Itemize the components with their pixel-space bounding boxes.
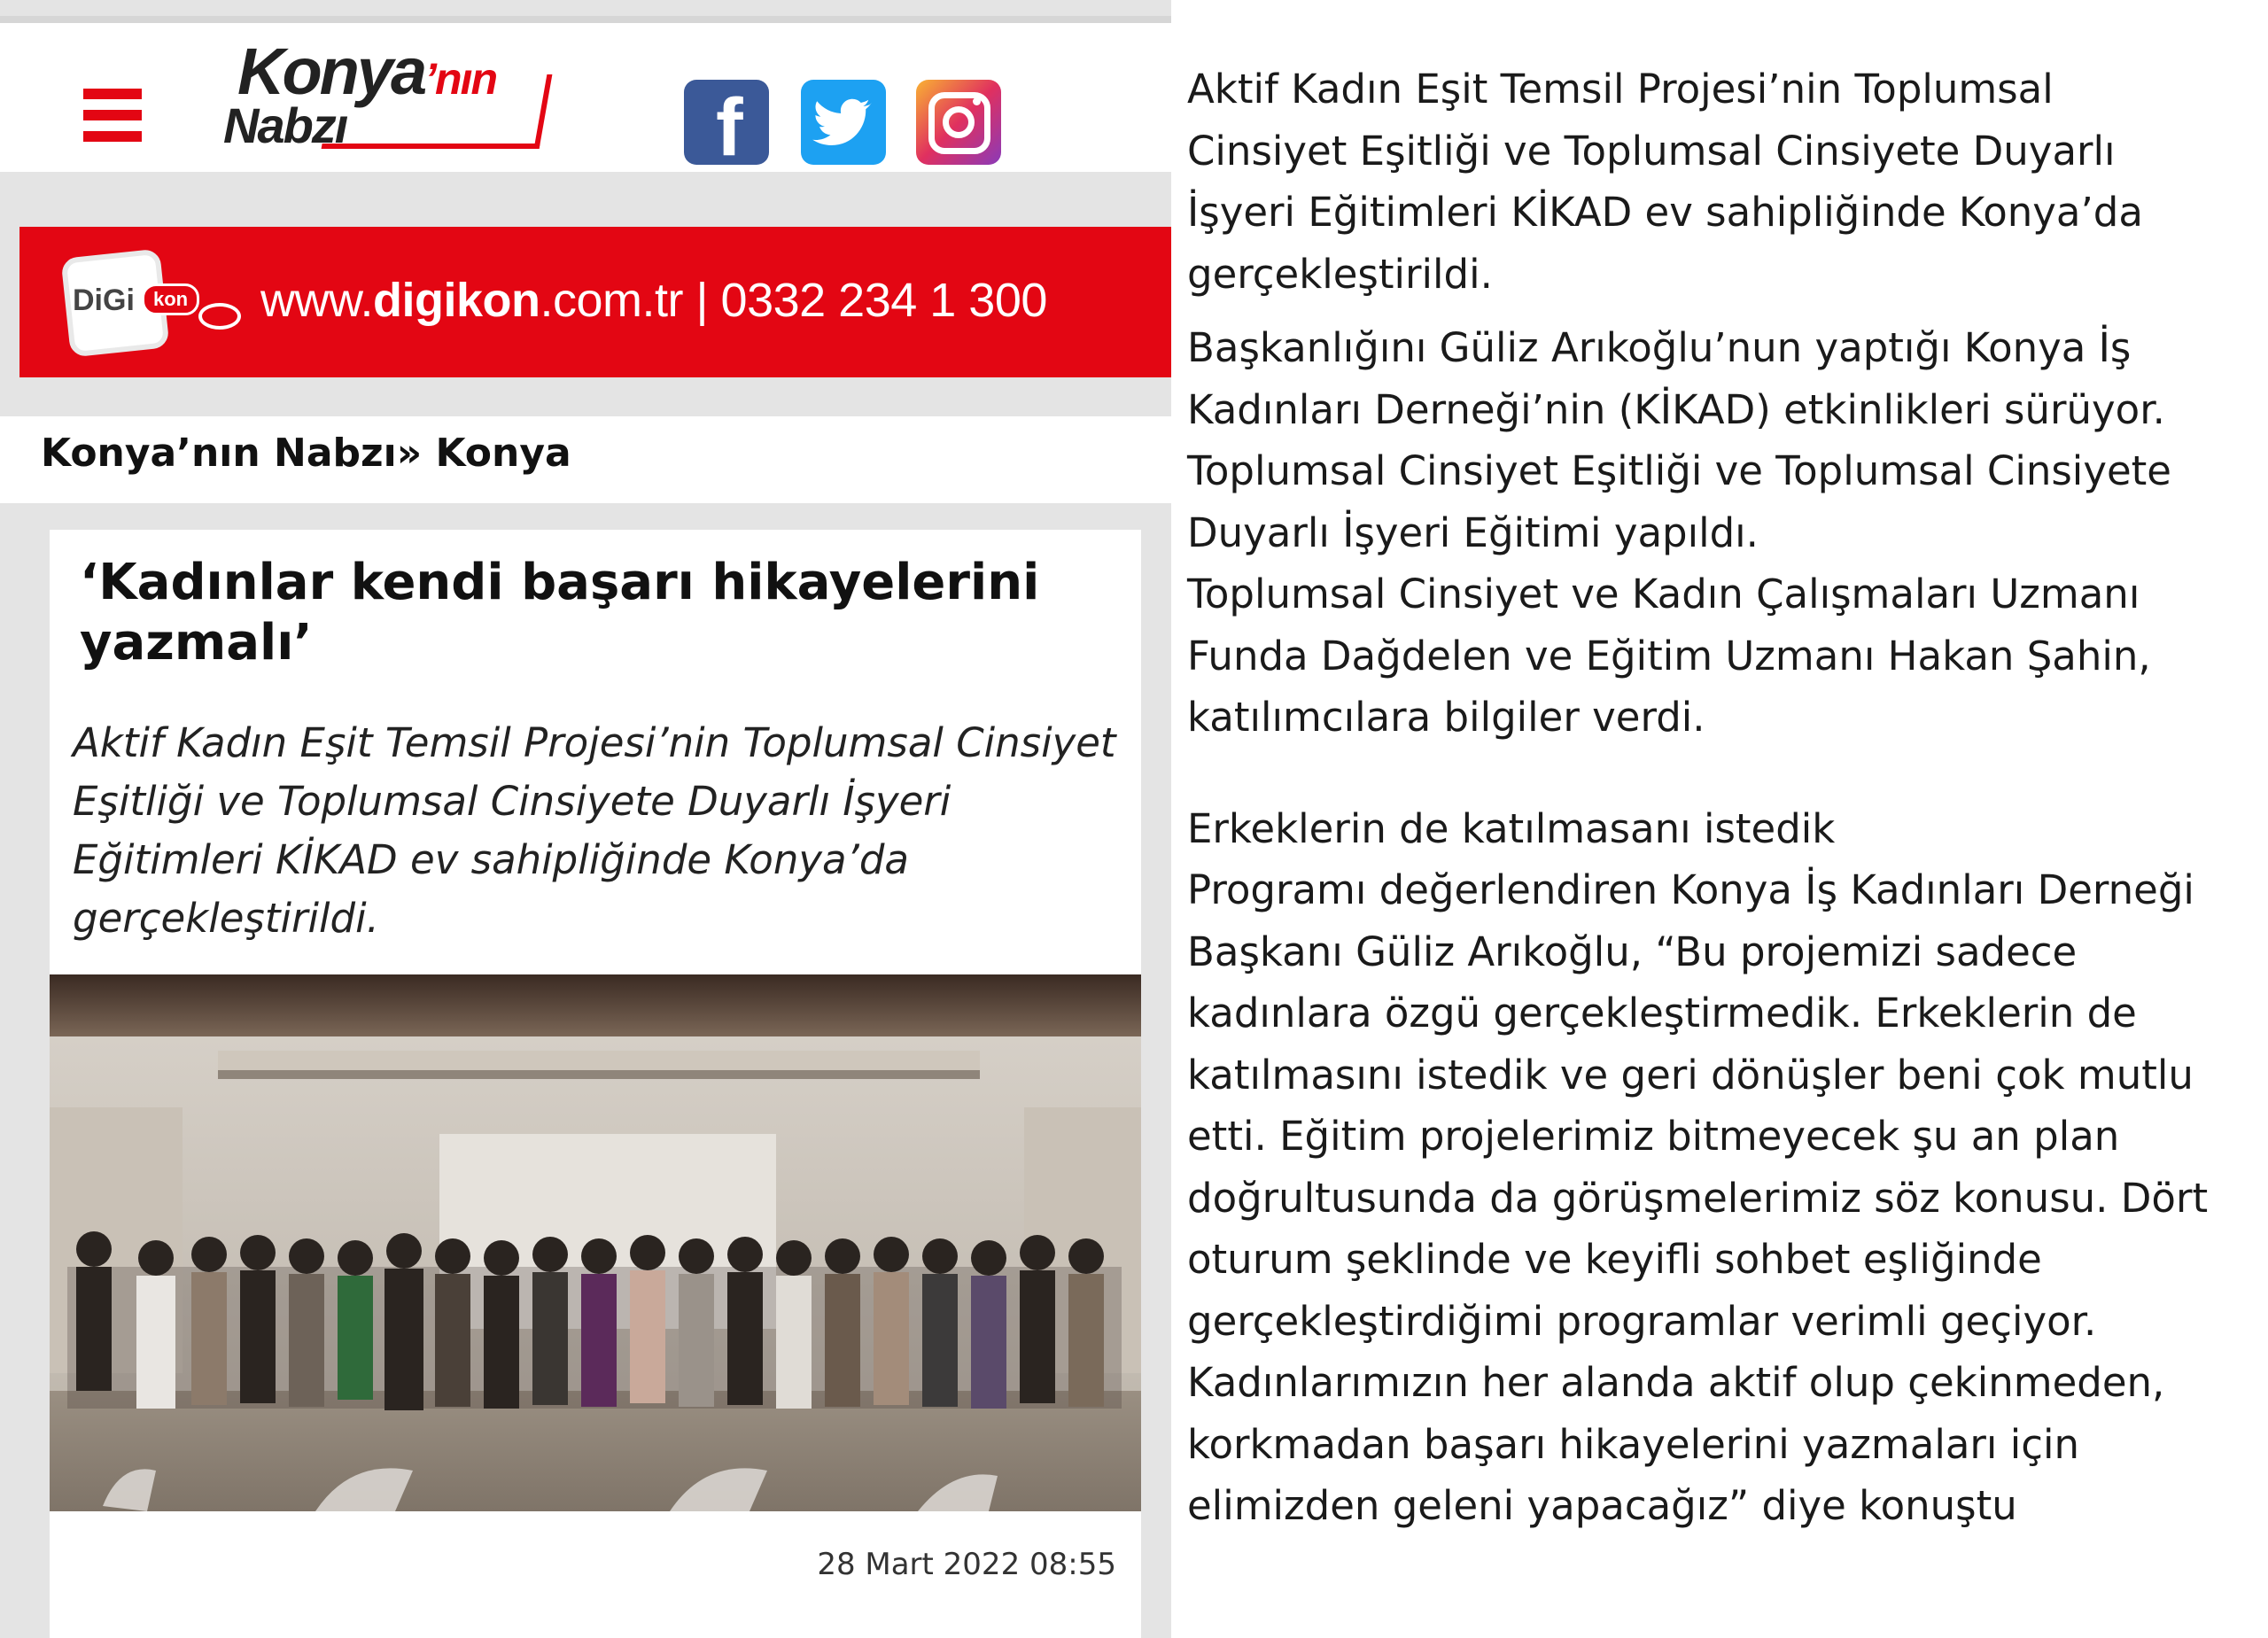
article-paragraph-2: Başkanlığını Güliz Arıkoğlu’nun yaptığı Konya İş Kadınları Derneği’nin (KİKAD) etkinlikleri sürüyor. Toplumsal Cinsiyet Eşitliği ve Toplumsal Cinsiyete Duyarlı İşyeri Eğitimi yapıldı. Toplumsal Cinsiyet ve Kadın Çalışmaları Uzmanı Funda Dağdelen ve Eğitim Uzmanı Hakan Şahin, katılımcılara bilgiler verdi. — [1187, 324, 2171, 741]
menu-icon[interactable] — [78, 80, 149, 151]
breadcrumb-bar — [0, 416, 1171, 503]
article-headline: ‘Kadınlar kendi başarı hikayelerini yazmalı’ — [80, 554, 1040, 672]
banner-text: www.digikon.com.tr | 0332 234 1 300 — [260, 274, 1047, 327]
digikon-logo: DiGi kon — [66, 245, 260, 361]
instagram-icon[interactable] — [916, 80, 1001, 165]
article-card — [50, 530, 1141, 1638]
article-body — [1187, 58, 2261, 1537]
top-strip — [0, 16, 1171, 23]
breadcrumb-section-link[interactable]: Konya — [435, 431, 571, 476]
breadcrumb — [41, 431, 571, 476]
group-photo-illustration — [50, 974, 1141, 1511]
article-paragraph-1: Aktif Kadın Eşit Temsil Projesi’nin Toplumsal Cinsiyet Eşitliği ve Toplumsal Cinsiyete Duyarlı İşyeri Eğitimleri KİKAD ev sahipliğinde Konya’da gerçekleştirildi. — [1187, 66, 2143, 298]
facebook-icon[interactable]: f — [684, 80, 769, 165]
article-spot: Aktif Kadın Eşit Temsil Projesi’nin Toplumsal Cinsiyet Eşitliği ve Toplumsal Cinsiyete Duyarlı İşyeri Eğitimleri KİKAD ev sahipliğinde Konya’da gerçekleştirildi. — [73, 719, 1116, 942]
digikon-ad-banner[interactable] — [19, 227, 1171, 377]
site-logo[interactable] — [221, 35, 558, 172]
breadcrumb-separator: » — [396, 431, 423, 476]
article-photo[interactable] — [50, 974, 1141, 1511]
site-header — [0, 23, 1171, 172]
breadcrumb-home-link[interactable]: Konya’nın Nabzı — [41, 431, 397, 476]
article-paragraph-3: Erkeklerin de katılmasanı istedik Programı değerlendiren Konya İş Kadınları Derneği Başkanı Güliz Arıkoğlu, “Bu projemizi sadece kadınlara özgü gerçekleştirmedik. Erkeklerin de katılmasını istedik ve geri dönüşler beni çok mutlu etti. Eğitim projelerimiz bitmeyecek şu an plan doğrultusunda da görüşmelerimiz söz konusu. Dört oturum şeklinde ve keyifli sohbet eşliğinde gerçekleştirdiğimi programlar verimli geçiyor. Kadınlarımızın her alanda aktif olup çekinmeden, korkmadan başarı hikayelerini yazmaları için elimizden geleni yapacağız” diye konuştu — [1187, 804, 2209, 1529]
twitter-icon[interactable] — [801, 80, 886, 165]
logo-line2: Nabzı — [223, 97, 347, 153]
publish-date: 28 Mart 2022 08:55 — [817, 1547, 1116, 1582]
logo-line1: Konya’nın — [237, 35, 497, 108]
